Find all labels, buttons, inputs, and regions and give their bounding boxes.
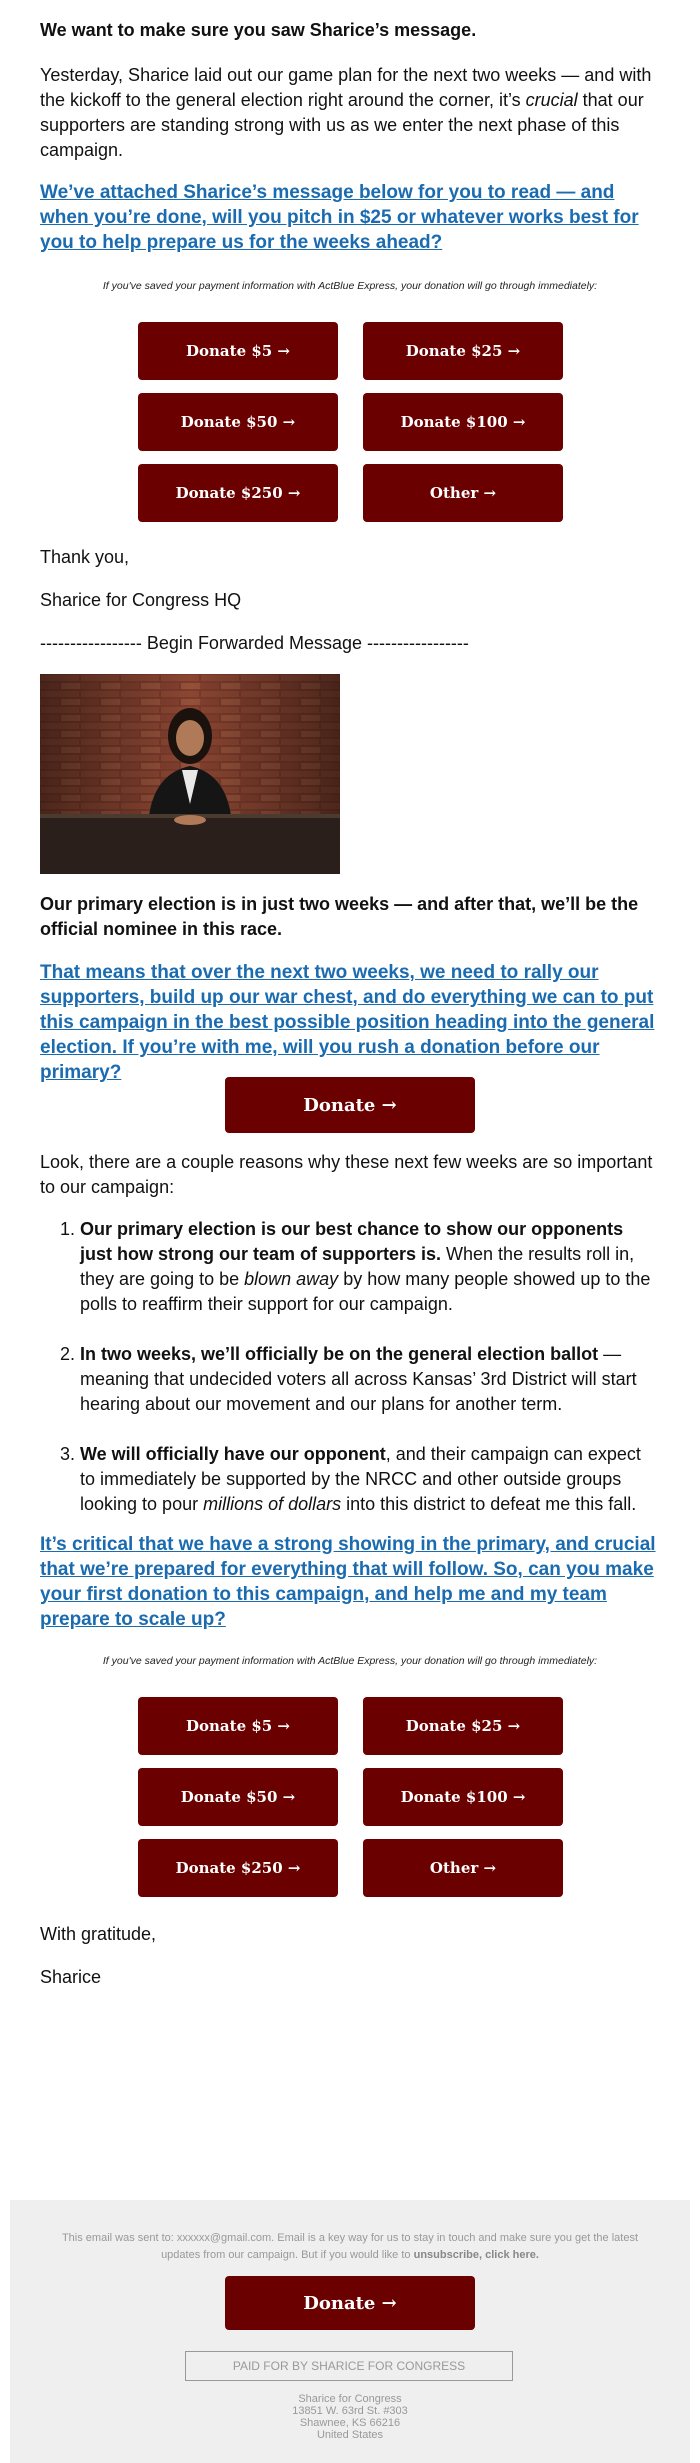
critical-link[interactable]: It’s critical that we have a strong showing in the primary, and crucial that we’re prepared for everything that will follow. So, can you make your first donation to this campaign, and help me and my team prepare to scale up? [40, 1534, 656, 1630]
footer-sent-to: This email was sent to: xxxxxx@gmail.com. Email is a key way for us to stay in touch and make sure you get the latest updates from our campaign. But if you would like to [61, 2232, 639, 2261]
donate-other-button[interactable]: Other → [363, 464, 563, 522]
donate-100-button-2[interactable]: Donate $100 → [363, 1768, 563, 1826]
reason-1-text-a: When the results roll in, they are going to be [80, 1244, 635, 1289]
candidate-photo [40, 674, 340, 874]
reason-1-text-b: by how many people showed up to the polls to reaffirm their support for our campaign. [80, 1269, 651, 1314]
footer-notice [55, 2230, 645, 2264]
address-line-2: 13851 W. 63rd St. #303 [292, 2405, 408, 2417]
donate-25-button[interactable]: Donate $25 → [363, 322, 563, 380]
donate-50-button-2[interactable]: Donate $50 → [138, 1768, 338, 1826]
intro-emphasis: crucial [525, 90, 578, 110]
reason-item-2 [80, 1342, 660, 1417]
paid-for-box: PAID FOR BY SHARICE FOR CONGRESS [185, 2351, 513, 2381]
donate-25-button-2[interactable]: Donate $25 → [363, 1697, 563, 1755]
reasons-intro: Look, there are a couple reasons why these next few weeks are so important to our campaign: [40, 1152, 653, 1197]
thank-you: Thank you, [40, 547, 130, 567]
gratitude: With gratitude, [40, 1924, 157, 1944]
donate-250-button[interactable]: Donate $250 → [138, 464, 338, 522]
reason-1-emphasis: blown away [244, 1269, 339, 1289]
footer [10, 2200, 690, 2463]
donate-other-button-2[interactable]: Other → [363, 1839, 563, 1897]
express-note: If you've saved your payment information with ActBlue Express, your donation will go through immediately: [102, 280, 598, 292]
intro-paragraph [40, 63, 660, 163]
donate-5-button[interactable]: Donate $5 → [138, 322, 338, 380]
express-note-2: If you've saved your payment information with ActBlue Express, your donation will go through immediately: [102, 1655, 598, 1667]
donate-250-button-2[interactable]: Donate $250 → [138, 1839, 338, 1897]
intro-text-b: that our supporters are standing strong with us as we enter the next phase of this campaign. [40, 90, 644, 160]
donate-5-button-2[interactable]: Donate $5 → [138, 1697, 338, 1755]
reason-2-bold: In two weeks, we’ll officially be on the general election ballot [80, 1344, 599, 1364]
reason-3-emphasis: millions of dollars [203, 1494, 342, 1514]
donate-button-single[interactable]: Donate → [225, 1077, 475, 1133]
rally-link[interactable]: That means that over the next two weeks, we need to rally our supporters, build up our war chest, and do everything we can to put this campaign in the best possible position heading into the general election. If you’re with me, will you rush a donation before our primary? [40, 962, 655, 1083]
forwarded-headline: Our primary election is in just two weeks — and after that, we’ll be the official nominee in this race. [40, 894, 639, 939]
donate-100-button[interactable]: Donate $100 → [363, 393, 563, 451]
ask-link[interactable]: We’ve attached Sharice’s message below for you to read — and when you’re done, will you pitch in $25 or whatever works best for you to help prepare us for the weeks ahead? [40, 182, 639, 253]
reason-3-text-a: , and their campaign can expect to immediately be supported by the NRCC and other outside groups looking to pour [80, 1444, 641, 1514]
candidate-photo-image [40, 674, 340, 874]
reason-item-1 [80, 1217, 660, 1317]
reason-3-bold: We will officially have our opponent [80, 1444, 386, 1464]
intro-text-a: Yesterday, Sharice laid out our game plan for the next two weeks — and with the kickoff to the general election right around the corner, it’s [40, 65, 652, 110]
signature: Sharice [40, 1967, 102, 1987]
footer-address [10, 2393, 690, 2441]
address-line-3: Shawnee, KS 66216 [299, 2417, 401, 2429]
address-line-4: United States [316, 2429, 384, 2441]
intro-headline: We want to make sure you saw Sharice’s message. [40, 20, 477, 40]
reasons-list [40, 1217, 660, 1542]
reason-3-text-b: into this district to defeat me this fall. [341, 1494, 637, 1514]
sender-name: Sharice for Congress HQ [40, 590, 242, 610]
address-line-1: Sharice for Congress [298, 2393, 402, 2405]
forwarded-divider: ----------------- Begin Forwarded Message ----------------- [40, 633, 469, 653]
reason-1-bold: Our primary election is our best chance to show our opponents just how strong our team of supporters is. [80, 1219, 624, 1264]
footer-donate-button[interactable]: Donate → [225, 2276, 475, 2330]
reason-2-text: — meaning that undecided voters all across Kansas’ 3rd District will start hearing about our movement and our plans for another term. [80, 1344, 637, 1414]
reason-item-3 [80, 1442, 660, 1517]
unsubscribe-link[interactable]: unsubscribe, click here. [413, 2249, 539, 2261]
donate-50-button[interactable]: Donate $50 → [138, 393, 338, 451]
